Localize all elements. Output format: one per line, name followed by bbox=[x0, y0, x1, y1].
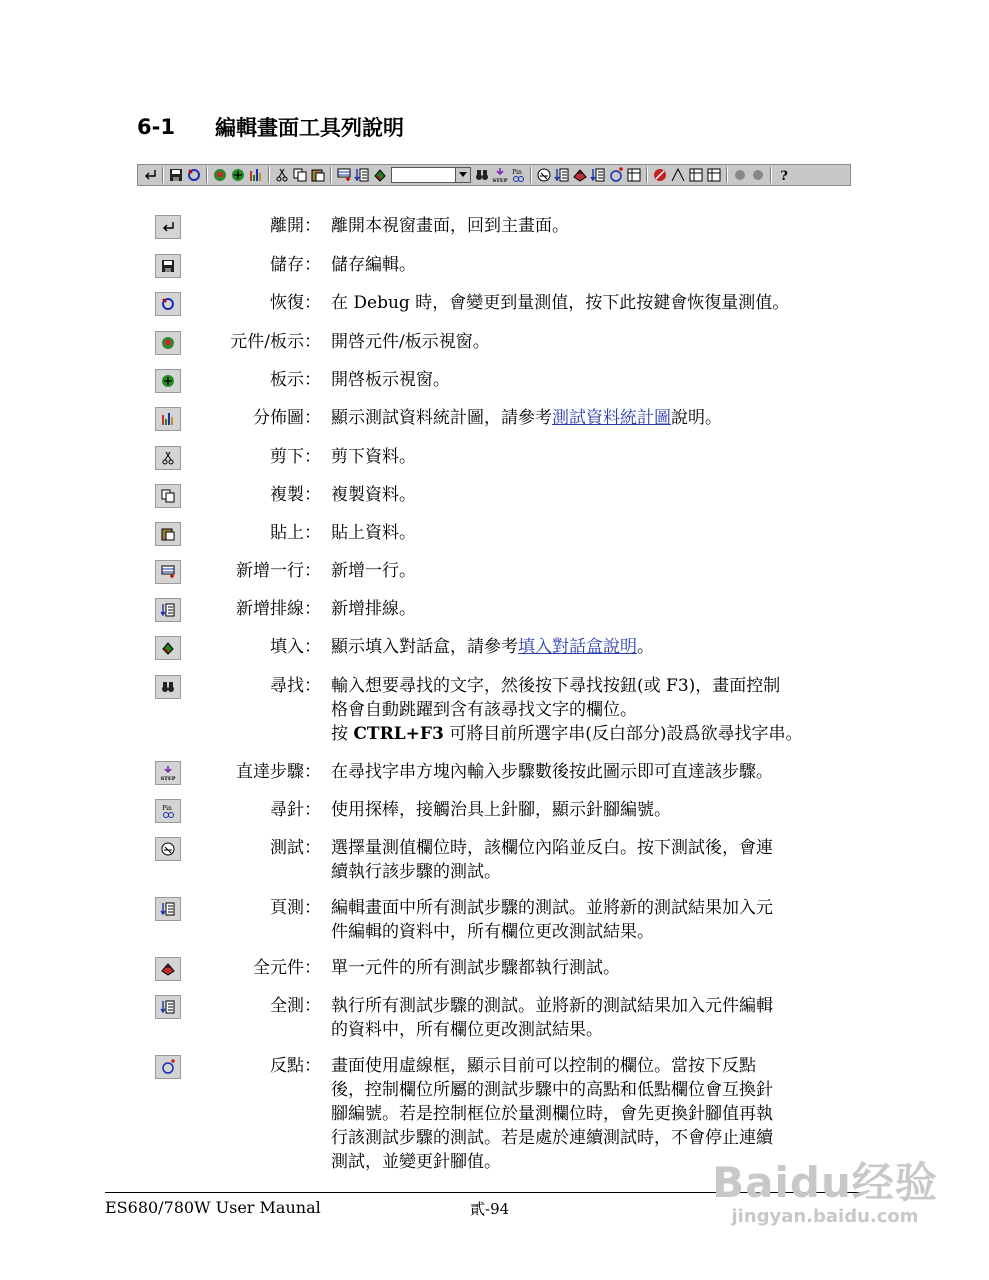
item-description bbox=[331, 481, 855, 507]
item-label: 全元件： bbox=[253, 958, 321, 978]
description-line: 新增排線。 bbox=[331, 599, 416, 619]
list-item bbox=[155, 954, 855, 982]
swap-point-icon bbox=[155, 1055, 181, 1079]
item-description bbox=[331, 595, 855, 621]
all-component-icon bbox=[155, 957, 181, 981]
description-line: 續執行該步驟的測試。 bbox=[331, 862, 501, 882]
list-item bbox=[155, 443, 855, 471]
section-heading bbox=[137, 110, 404, 144]
toolbar-swap-point-icon bbox=[608, 167, 624, 183]
histogram-icon bbox=[155, 407, 181, 431]
cut-icon bbox=[155, 446, 181, 470]
item-label: 頁測： bbox=[270, 898, 321, 918]
toolbar-page-test-icon bbox=[554, 167, 570, 183]
toolbar-binoculars-icon bbox=[474, 167, 490, 183]
item-description bbox=[331, 672, 855, 746]
toolbar-copy-icon bbox=[292, 167, 308, 183]
toolbar-pin-probe-icon bbox=[510, 167, 526, 183]
description-line: 輸入想要尋找的文字，然後按下尋找按鈕(或 F3)，畫面控制 bbox=[331, 676, 781, 696]
toolbar-save-icon bbox=[168, 167, 184, 183]
pin-probe-icon bbox=[155, 799, 181, 823]
reference-link[interactable]: 測試資料統計圖 bbox=[552, 408, 671, 428]
list-item bbox=[155, 834, 855, 884]
item-label: 儲存： bbox=[270, 255, 321, 275]
toolbar-separator bbox=[646, 167, 648, 183]
list-item bbox=[155, 672, 855, 746]
description-line: 開啓元件/板示視窗。 bbox=[331, 332, 490, 352]
reference-link[interactable]: 填入對話盒說明 bbox=[518, 637, 637, 657]
description-text: 顯示測試資料統計圖，請參考 bbox=[331, 408, 552, 428]
item-description bbox=[331, 834, 855, 884]
description-line: 開啓板示視窗。 bbox=[331, 370, 450, 390]
list-item bbox=[155, 212, 855, 240]
item-description bbox=[331, 404, 855, 430]
item-label: 離開： bbox=[270, 216, 321, 236]
toolbar-disabled-icon bbox=[732, 167, 748, 183]
binoculars-icon bbox=[155, 675, 181, 699]
description-line: 格會自動跳躍到含有該尋找文字的欄位。 bbox=[331, 700, 637, 720]
list-item bbox=[155, 796, 855, 824]
description-line: 在 Debug 時，會變更到量測值，按下此按鍵會恢復量測值。 bbox=[331, 293, 790, 313]
description-text: 。 bbox=[637, 637, 654, 657]
toolbar-search-combo bbox=[391, 167, 471, 183]
item-description bbox=[331, 443, 855, 469]
section-number: 6-1 bbox=[137, 115, 175, 139]
save-icon bbox=[155, 254, 181, 278]
description-line: 在尋找字串方塊內輸入步驟數後按此圖示即可直達該步驟。 bbox=[331, 762, 773, 782]
toolbar-separator bbox=[206, 167, 208, 183]
list-item bbox=[155, 519, 855, 547]
toolbar-separator bbox=[770, 167, 772, 183]
toolbar-grid-icon bbox=[688, 167, 704, 183]
description-line: 選擇量測值欄位時，該欄位內陷並反白。按下測試後，會連 bbox=[331, 838, 773, 858]
description-line: 剪下資料。 bbox=[331, 447, 416, 467]
svg-text:STEP: STEP bbox=[492, 178, 508, 183]
toolbar-stop-icon bbox=[652, 167, 668, 183]
list-item bbox=[155, 758, 855, 786]
copy-icon bbox=[155, 484, 181, 508]
description-line: 單一元件的所有測試步驟都執行測試。 bbox=[331, 958, 620, 978]
toolbar-separator bbox=[726, 167, 728, 183]
board-icon bbox=[155, 369, 181, 393]
item-description bbox=[331, 992, 855, 1042]
toolbar-help-icon bbox=[776, 167, 792, 183]
item-label: 板示： bbox=[270, 370, 321, 390]
item-label: 複製： bbox=[270, 485, 321, 505]
footer-manual-title: ES680/780W User Maunal bbox=[105, 1198, 321, 1217]
toolbar-separator bbox=[530, 167, 532, 183]
description-text: 顯示填入對話盒，請參考 bbox=[331, 637, 518, 657]
toolbar-add-line-icon bbox=[354, 167, 370, 183]
description-line: 執行所有測試步驟的測試。並將新的測試結果加入元件編輯 bbox=[331, 996, 773, 1016]
toolbar-separator bbox=[268, 167, 270, 183]
description-line: 件編輯的資料中，所有欄位更改測試結果。 bbox=[331, 922, 654, 942]
item-label: 恢復： bbox=[270, 293, 321, 313]
item-description bbox=[331, 894, 855, 944]
description-line: 貼上資料。 bbox=[331, 523, 416, 543]
description-line bbox=[331, 635, 855, 659]
list-item bbox=[155, 289, 855, 317]
footer-page-number: 貳-94 bbox=[470, 1200, 510, 1218]
item-description bbox=[331, 251, 855, 277]
description-text: 說明。 bbox=[671, 408, 722, 428]
item-label: 元件/板示： bbox=[230, 332, 321, 352]
list-item bbox=[155, 404, 855, 432]
toolbar-tool-icon bbox=[670, 167, 686, 183]
fill-icon bbox=[155, 636, 181, 660]
item-description bbox=[331, 289, 855, 315]
toolbar-separator bbox=[330, 167, 332, 183]
toolbar-image bbox=[137, 164, 851, 186]
component-board-icon bbox=[155, 331, 181, 355]
list-item bbox=[155, 251, 855, 279]
list-item bbox=[155, 633, 855, 661]
description-line bbox=[331, 722, 855, 746]
item-description bbox=[331, 212, 855, 238]
item-description bbox=[331, 633, 855, 659]
test-icon bbox=[155, 837, 181, 861]
list-item bbox=[155, 992, 855, 1042]
add-row-icon bbox=[155, 560, 181, 584]
svg-text:?: ? bbox=[780, 169, 788, 183]
toolbar-grid-icon bbox=[626, 167, 642, 183]
item-label: 新增排線： bbox=[236, 599, 321, 619]
item-label: 測試： bbox=[270, 838, 321, 858]
list-item bbox=[155, 481, 855, 509]
toolbar-histogram-icon bbox=[248, 167, 264, 183]
description-line: 編輯畫面中所有測試步驟的測試。並將新的測試結果加入元 bbox=[331, 898, 773, 918]
list-item bbox=[155, 366, 855, 394]
item-label: 尋針： bbox=[270, 800, 321, 820]
description-line: 使用探棒，接觸治具上針腳，顯示針腳編號。 bbox=[331, 800, 671, 820]
toolbar-add-row-icon bbox=[336, 167, 352, 183]
toolbar-separator bbox=[162, 167, 164, 183]
item-label: 全測： bbox=[270, 996, 321, 1016]
description-line: 腳編號。若是控制框位於量測欄位時，會先更換針腳值再執 bbox=[331, 1104, 773, 1124]
item-label: 填入： bbox=[270, 637, 321, 657]
exit-icon bbox=[155, 215, 181, 239]
item-label: 剪下： bbox=[270, 447, 321, 467]
toolbar-component-board-icon bbox=[212, 167, 228, 183]
watermark-url: jingyan.baidu.com bbox=[731, 1206, 919, 1227]
description-line bbox=[331, 406, 855, 430]
description-line: 的資料中，所有欄位更改測試結果。 bbox=[331, 1020, 603, 1040]
section-title: 編輯畫面工具列說明 bbox=[215, 116, 404, 140]
toolbar-exit-icon bbox=[142, 167, 158, 183]
toolbar-restore-icon bbox=[186, 167, 202, 183]
item-label: 尋找： bbox=[270, 676, 321, 696]
toolbar-test-icon bbox=[536, 167, 552, 183]
item-label: 新增一行： bbox=[236, 561, 321, 581]
description-text: 按 bbox=[331, 724, 354, 744]
item-description bbox=[331, 954, 855, 980]
item-label: 分佈圖： bbox=[253, 408, 321, 428]
description-line: 儲存編輯。 bbox=[331, 255, 416, 275]
add-line-icon bbox=[155, 598, 181, 622]
item-description bbox=[331, 519, 855, 545]
description-line: 離開本視窗畫面，回到主畫面。 bbox=[331, 216, 569, 236]
shortcut-key: CTRL+F3 bbox=[353, 724, 444, 744]
svg-text:Pin: Pin bbox=[512, 169, 522, 176]
description-text: 可將目前所選字串(反白部分)設爲欲尋找字串。 bbox=[443, 724, 803, 744]
list-item bbox=[155, 557, 855, 585]
toolbar-disabled-icon bbox=[750, 167, 766, 183]
item-description bbox=[331, 557, 855, 583]
description-line: 測試，並變更針腳值。 bbox=[331, 1152, 501, 1172]
list-item bbox=[155, 894, 855, 944]
item-description bbox=[331, 796, 855, 822]
toolbar-all-component-icon bbox=[572, 167, 588, 183]
item-label: 貼上： bbox=[270, 523, 321, 543]
watermark-brand: Baidu经验 bbox=[712, 1158, 938, 1207]
description-line: 行該測試步驟的測試。若是處於連續測試時，不會停止連續 bbox=[331, 1128, 773, 1148]
item-description bbox=[331, 758, 855, 784]
item-description bbox=[331, 328, 855, 354]
item-label: 直達步驟： bbox=[236, 762, 321, 782]
description-line: 新增一行。 bbox=[331, 561, 416, 581]
svg-text:STEP: STEP bbox=[160, 776, 176, 781]
toolbar-fill-icon bbox=[372, 167, 388, 183]
restore-icon bbox=[155, 292, 181, 316]
item-description bbox=[331, 366, 855, 392]
page-test-icon bbox=[155, 897, 181, 921]
description-line: 畫面使用虛線框，顯示目前可以控制的欄位。當按下反點 bbox=[331, 1056, 756, 1076]
toolbar-cut-icon bbox=[274, 167, 290, 183]
svg-text:Pin: Pin bbox=[162, 805, 172, 812]
list-item bbox=[155, 328, 855, 356]
toolbar-step-icon bbox=[492, 167, 508, 183]
chevron-down-icon bbox=[455, 168, 470, 182]
description-line: 後，控制欄位所屬的測試步驟中的高點和低點欄位會互換針 bbox=[331, 1080, 773, 1100]
paste-icon bbox=[155, 522, 181, 546]
toolbar-grid-icon bbox=[706, 167, 722, 183]
item-label: 反點： bbox=[270, 1056, 321, 1076]
watermark bbox=[700, 1150, 950, 1227]
toolbar-paste-icon bbox=[310, 167, 326, 183]
step-icon bbox=[155, 761, 181, 785]
toolbar-all-test-icon bbox=[590, 167, 606, 183]
list-item bbox=[155, 595, 855, 623]
all-test-icon bbox=[155, 995, 181, 1019]
description-line: 複製資料。 bbox=[331, 485, 416, 505]
toolbar-board-icon bbox=[230, 167, 246, 183]
